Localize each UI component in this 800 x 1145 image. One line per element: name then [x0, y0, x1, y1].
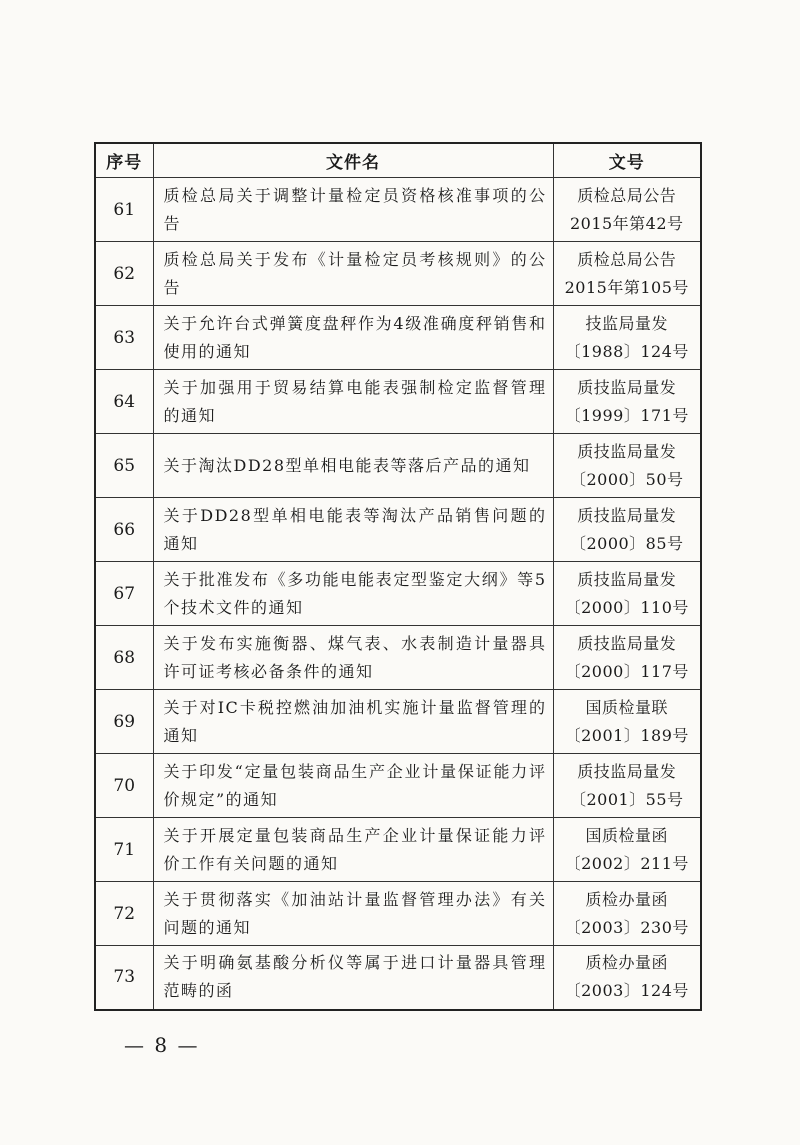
document-reference: [553, 242, 701, 306]
document-reference: [553, 754, 701, 818]
document-reference: [553, 562, 701, 626]
reference-number: 2015年第42号: [569, 213, 684, 233]
serial-number: 69: [95, 690, 153, 754]
table-row: [95, 498, 701, 562]
table-row: [95, 690, 701, 754]
document-reference: [553, 178, 701, 242]
reference-number: 〔2000〕85号: [569, 533, 684, 553]
table-row: [95, 306, 701, 370]
table-row: [95, 754, 701, 818]
document-reference: [553, 882, 701, 946]
reference-issuer: 质技监局量发: [577, 377, 677, 397]
reference-number: 〔2003〕124号: [564, 981, 689, 1001]
document-name: 关于明确氨基酸分析仪等属于进口计量器具管理范畴的函: [153, 946, 553, 1010]
table-row: [95, 178, 701, 242]
table-row: [95, 626, 701, 690]
reference-issuer: 质检总局公告: [577, 185, 677, 205]
reference-number: 〔2001〕189号: [564, 725, 689, 745]
serial-number: 64: [95, 370, 153, 434]
reference-number: 〔1988〕124号: [564, 341, 689, 361]
header-serial-number: 序号: [95, 143, 153, 178]
table-row: [95, 562, 701, 626]
serial-number: 67: [95, 562, 153, 626]
reference-number: 〔2000〕117号: [564, 661, 689, 681]
document-name: 关于DD28型单相电能表等淘汰产品销售问题的通知: [153, 498, 553, 562]
table-row: [95, 882, 701, 946]
reference-number: 〔2002〕211号: [564, 853, 689, 873]
serial-number: 65: [95, 434, 153, 498]
document-reference: [553, 370, 701, 434]
document-name: 关于印发“定量包装商品生产企业计量保证能力评价规定”的通知: [153, 754, 553, 818]
document-name: 关于允许台式弹簧度盘秤作为4级准确度秤销售和使用的通知: [153, 306, 553, 370]
serial-number: 73: [95, 946, 153, 1010]
reference-number: 〔1999〕171号: [564, 405, 689, 425]
serial-number: 63: [95, 306, 153, 370]
document-name: 关于对IC卡税控燃油加油机实施计量监督管理的通知: [153, 690, 553, 754]
table-row: [95, 434, 701, 498]
document-reference: [553, 434, 701, 498]
document-reference: [553, 306, 701, 370]
reference-number: 〔2001〕55号: [569, 789, 684, 809]
reference-number: 2015年第105号: [564, 277, 689, 297]
serial-number: 61: [95, 178, 153, 242]
serial-number: 72: [95, 882, 153, 946]
document-name: 质检总局关于调整计量检定员资格核准事项的公告: [153, 178, 553, 242]
reference-issuer: 质技监局量发: [577, 633, 677, 653]
regulation-document-table: [94, 142, 702, 1011]
reference-issuer: 质技监局量发: [577, 761, 677, 781]
header-document-name: 文件名: [153, 143, 553, 178]
document-name: 关于贯彻落实《加油站计量监督管理办法》有关问题的通知: [153, 882, 553, 946]
table-header-row: [95, 143, 701, 178]
document-name: 关于淘汰DD28型单相电能表等落后产品的通知: [153, 434, 553, 498]
reference-issuer: 技监局量发: [585, 313, 668, 333]
serial-number: 62: [95, 242, 153, 306]
document-reference: [553, 626, 701, 690]
document-reference: [553, 818, 701, 882]
document-reference: [553, 498, 701, 562]
document-reference: [553, 690, 701, 754]
serial-number: 68: [95, 626, 153, 690]
reference-number: 〔2000〕50号: [569, 469, 684, 489]
reference-issuer: 质技监局量发: [577, 569, 677, 589]
table-row: [95, 370, 701, 434]
serial-number: 70: [95, 754, 153, 818]
document-name: 关于批准发布《多功能电能表定型鉴定大纲》等5个技术文件的通知: [153, 562, 553, 626]
document-name: 质检总局关于发布《计量检定员考核规则》的公告: [153, 242, 553, 306]
reference-issuer: 质检办量函: [585, 953, 668, 973]
header-document-reference: 文号: [553, 143, 701, 178]
serial-number: 71: [95, 818, 153, 882]
reference-issuer: 质检总局公告: [577, 249, 677, 269]
page-number: — 8 —: [124, 1033, 200, 1057]
document-name: 关于发布实施衡器、煤气表、水表制造计量器具许可证考核必备条件的通知: [153, 626, 553, 690]
table-row: [95, 946, 701, 1010]
reference-issuer: 质技监局量发: [577, 441, 677, 461]
table-row: [95, 242, 701, 306]
reference-issuer: 国质检量函: [585, 825, 668, 845]
reference-number: 〔2000〕110号: [564, 597, 689, 617]
reference-issuer: 质检办量函: [585, 889, 668, 909]
document-reference: [553, 946, 701, 1010]
reference-issuer: 国质检量联: [585, 697, 668, 717]
reference-number: 〔2003〕230号: [564, 917, 689, 937]
document-name: 关于开展定量包装商品生产企业计量保证能力评价工作有关问题的通知: [153, 818, 553, 882]
document-name: 关于加强用于贸易结算电能表强制检定监督管理的通知: [153, 370, 553, 434]
reference-issuer: 质技监局量发: [577, 505, 677, 525]
table-row: [95, 818, 701, 882]
serial-number: 66: [95, 498, 153, 562]
